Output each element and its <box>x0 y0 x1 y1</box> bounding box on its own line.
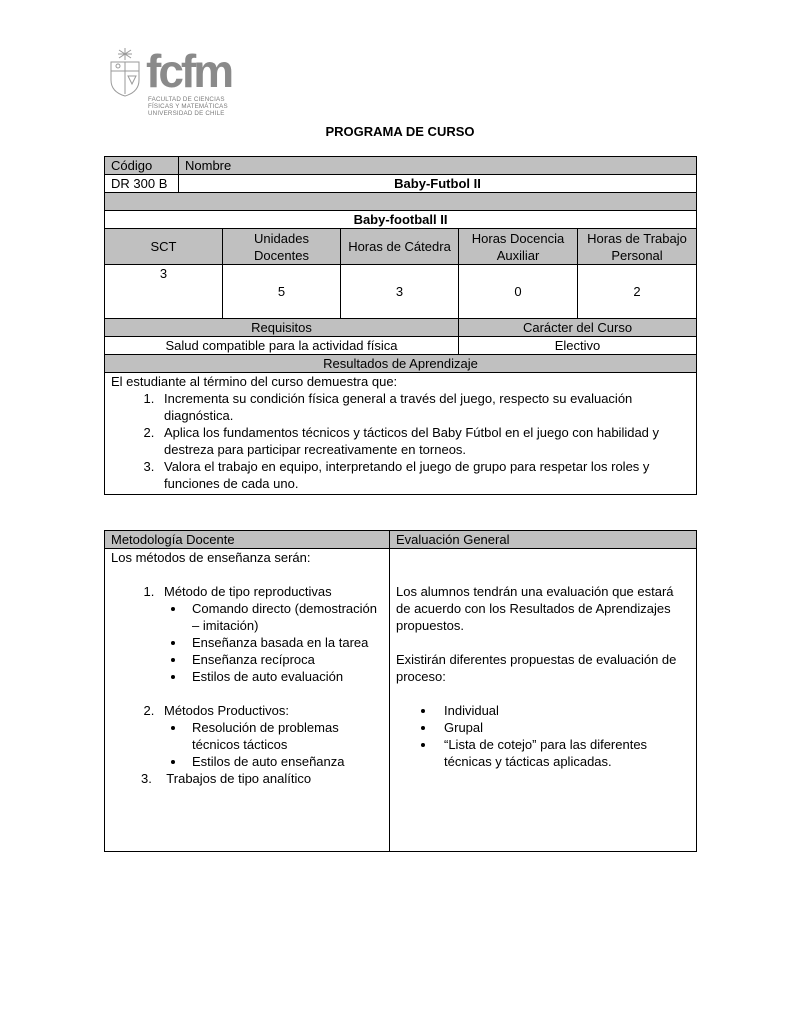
catedra-value: 3 <box>341 265 459 319</box>
list-item: • Enseñanza recíproca <box>186 651 383 668</box>
list-item: • Estilos de auto evaluación <box>186 668 383 685</box>
list-item: • Enseñanza basada en la tarea <box>186 634 383 651</box>
metodologia-intro: Los métodos de enseñanza serán: <box>111 550 311 565</box>
list-item: • Individual <box>436 702 690 719</box>
evaluacion-header: Evaluación General <box>390 531 697 549</box>
resultados-body <box>105 373 697 495</box>
name-header: Nombre <box>179 157 697 175</box>
list-item: 2. Aplica los fundamentos técnicos y tácticos del Baby Fútbol en el juego con habilidad y destreza para participar recreativamente en torneos. <box>158 424 690 458</box>
metodologia-body <box>105 549 390 852</box>
resultados-list <box>158 390 690 492</box>
course-table <box>104 156 697 495</box>
page-title: PROGRAMA DE CURSO <box>325 124 475 139</box>
resultados-intro: El estudiante al término del curso demuestra que: <box>111 374 398 389</box>
metodo-1-list <box>158 583 383 685</box>
sct-header: SCT <box>105 229 223 265</box>
requisitos-header: Requisitos <box>105 319 459 337</box>
metodo-1-title: Método de tipo reproductivas <box>164 584 332 599</box>
fcfm-wordmark: fcfm <box>146 45 232 97</box>
metodo-2-title: Métodos Productivos: <box>164 703 290 718</box>
catedra-header: Horas de Cátedra <box>341 229 459 265</box>
sct-value: 3 <box>105 265 223 319</box>
metodologia-header: Metodología Docente <box>105 531 390 549</box>
course-code: DR 300 B <box>105 175 179 193</box>
caracter-header: Carácter del Curso <box>459 319 697 337</box>
list-item: • “Lista de cotejo” para las diferentes técnicas y tácticas aplicadas. <box>436 736 690 770</box>
empty-gray-row <box>105 193 697 211</box>
evaluacion-list <box>436 702 690 770</box>
list-item: • Resolución de problemas técnicos tácticos <box>186 719 383 753</box>
fcfm-logo <box>108 44 238 126</box>
resultados-header: Resultados de Aprendizaje <box>105 355 697 373</box>
evaluacion-body <box>390 549 697 852</box>
caracter-value: Electivo <box>459 337 697 355</box>
code-header: Código <box>105 157 179 175</box>
logo-subtitle: FACULTAD DE CIENCIAS FÍSICAS Y MATEMÁTICAS UNIVERSIDAD DE CHILE <box>148 96 228 117</box>
list-item: 3. Valora el trabajo en equipo, interpretando el juego de grupo para respetar los roles y funciones de cada uno. <box>158 458 690 492</box>
requisitos-value: Salud compatible para la actividad física <box>105 337 459 355</box>
course-name: Baby-Futbol II <box>179 175 697 193</box>
unidades-header: Unidades Docentes <box>223 229 341 265</box>
list-item: • Estilos de auto enseñanza <box>186 753 383 770</box>
course-english-name: Baby-football II <box>105 211 697 229</box>
list-item: • Comando directo (demostración – imitación) <box>186 600 383 634</box>
evaluacion-paragraph-1: Los alumnos tendrán una evaluación que estará de acuerdo con los Resultados de Aprendizajes propuestos. <box>396 584 674 633</box>
personal-header: Horas de Trabajo Personal <box>578 229 697 265</box>
metodologia-table <box>104 530 697 852</box>
auxiliar-value: 0 <box>459 265 578 319</box>
unidades-value: 5 <box>223 265 341 319</box>
list-item: • Grupal <box>436 719 690 736</box>
evaluacion-paragraph-2: Existirán diferentes propuestas de evaluación de proceso: <box>396 652 677 684</box>
personal-value: 2 <box>578 265 697 319</box>
metodo-2-list <box>158 702 383 770</box>
list-item <box>158 702 383 770</box>
auxiliar-header: Horas Docencia Auxiliar <box>459 229 578 265</box>
list-item <box>158 583 383 685</box>
metodo-3: 3. Trabajos de tipo analítico <box>141 771 312 786</box>
list-item: 1. Incrementa su condición física general a través del juego, respecto su evaluación diagnóstica. <box>158 390 690 424</box>
metodo-3-title: Trabajos de tipo analítico <box>166 771 312 786</box>
university-seal-icon <box>108 46 142 98</box>
